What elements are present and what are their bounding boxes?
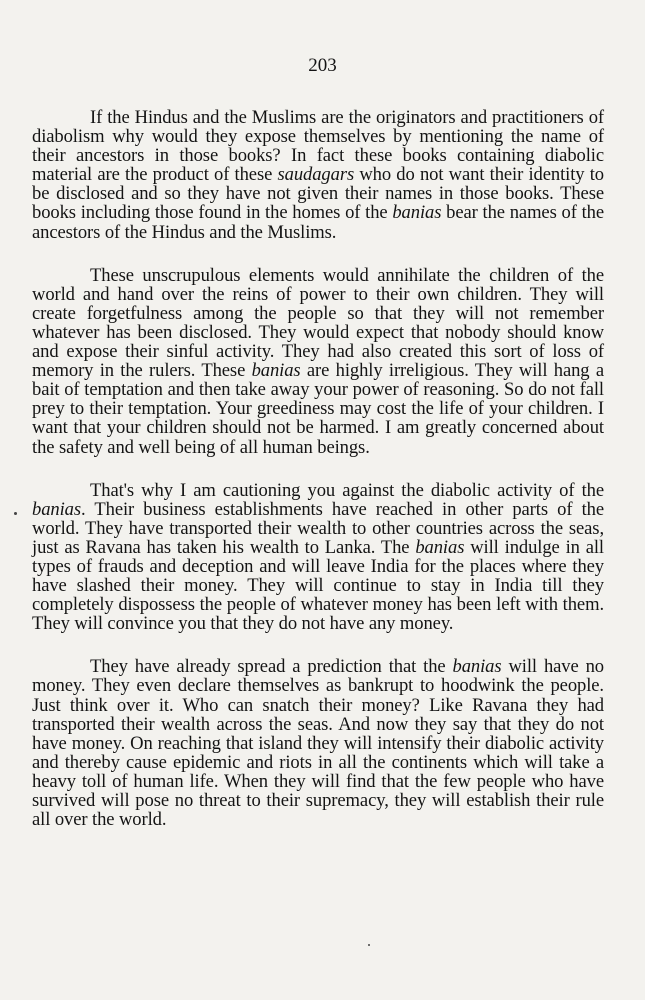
paragraph-3 bbox=[32, 481, 604, 634]
italic-term: banias bbox=[392, 202, 442, 224]
text-run: They have already spread a prediction that the bbox=[90, 656, 453, 678]
paragraph-1 bbox=[32, 108, 604, 242]
print-speck bbox=[368, 944, 370, 946]
text-run: who do not want their identity to be disclosed and so they have not given their names in those books. These books including those found in the homes of the bbox=[32, 164, 604, 224]
page-number: 203 bbox=[308, 55, 337, 76]
text-run: That's why I am cautioning you against the diabolic activity of the bbox=[90, 479, 604, 501]
paragraph-4 bbox=[32, 657, 604, 829]
paragraph-2 bbox=[32, 266, 604, 457]
body-text bbox=[32, 108, 604, 829]
text-run: . Their business establishments have reached in other parts of the world. They have transported their wealth to other countries across the seas, just as Ravana has taken his wealth to Lanka. The bbox=[32, 498, 604, 558]
italic-term: banias bbox=[415, 536, 465, 558]
text-run: will have no money. They even declare themselves as bankrupt to hoodwink the people. Just think over it. Who can snatch their money? Like Ravana they had transported their wealth across the seas. And now they say that they do not have money. On reaching that island they will intensify their diabolic activity and thereby cause epidemic and riots in all the continents which will take a heavy toll of human life. When they will find that the few people who have survived will pose no threat to their supremacy, they will establish their rule all over the world. bbox=[32, 656, 604, 831]
print-speck bbox=[14, 512, 17, 515]
text-run: will indulge in all types of frauds and deception and will leave India for the places where they have slashed their money. They will continue to stay in India till they completely dispossess the people of whatever money has been left with them. They will convince you that they do not have any money. bbox=[32, 536, 604, 635]
italic-term: banias bbox=[452, 656, 502, 678]
italic-term: banias bbox=[32, 498, 81, 520]
text-run: are highly irreligious. They will hang a bait of temptation and then take away your power of reasoning. So do not fall prey to their temptation. Your greediness may cost the life of your children. I want that your children should not be harmed. I am greatly concerned about the safety and well being of all human beings. bbox=[32, 360, 604, 458]
italic-term: banias bbox=[251, 360, 301, 382]
text-run: These unscrupulous elements would annihilate the children of the world and hand over the reins of power to their own children. They will create forgetfulness among the people so that they will not remember whatever has been disclosed. They would expect that nobody should know and expose their sinful activity. They had also created this sort of loss of memory in the rulers. These bbox=[32, 264, 604, 382]
italic-term: saudagars bbox=[277, 164, 355, 186]
text-run: If the Hindus and the Muslims are the originators and practitioners of diabolism why would they expose themselves by mentioning the name of their ancestors in those books? In fact these books containing diabolic material are the product of these bbox=[32, 107, 604, 186]
text-run: bear the names of the ancestors of the Hindus and the Muslims. bbox=[32, 202, 604, 243]
